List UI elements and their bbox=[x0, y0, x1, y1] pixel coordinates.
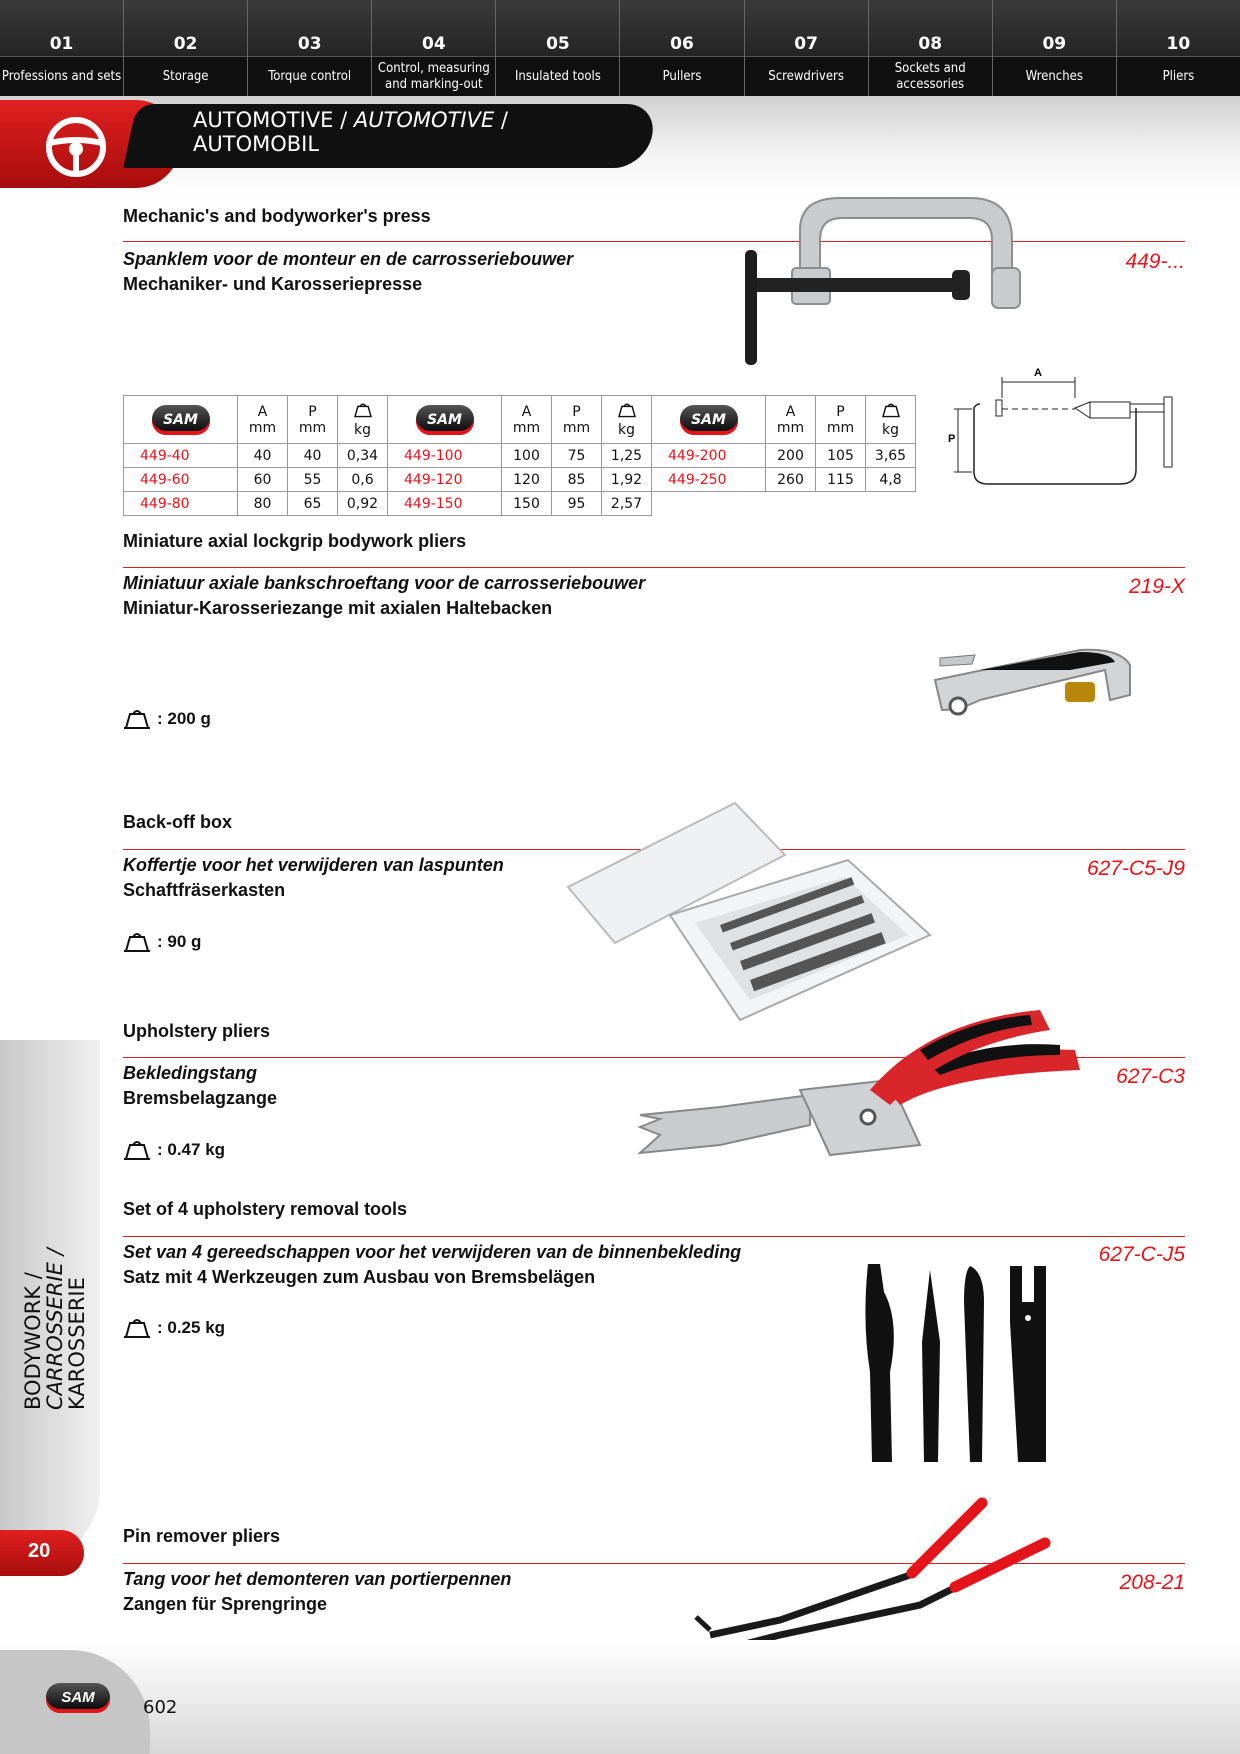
nav-label: Storage bbox=[124, 56, 247, 96]
nav-number: 02 bbox=[173, 34, 198, 54]
backoff-title-nl: Koffertje voor het verwijderen van laspunten bbox=[123, 855, 504, 875]
header-unit: mm bbox=[298, 419, 327, 436]
backoff-weight-value: : 90 g bbox=[157, 932, 202, 951]
cell-a: 100 bbox=[502, 444, 552, 468]
cell-p: 75 bbox=[552, 444, 602, 468]
nav-item-07[interactable] bbox=[744, 0, 868, 96]
backoff-box-image bbox=[560, 795, 940, 1025]
article-code: 449-150 bbox=[388, 492, 502, 516]
pin-title-de: Zangen für Sprengringe bbox=[123, 1594, 328, 1614]
weight-icon bbox=[123, 1139, 151, 1161]
upholstery-ref: 627-C3 bbox=[1116, 1065, 1185, 1088]
side-category-label bbox=[22, 1248, 88, 1410]
table-header-weight bbox=[866, 396, 916, 444]
cell-kg: 1,25 bbox=[602, 444, 652, 468]
nav-label: Pliers bbox=[1117, 56, 1240, 96]
table-header-logo bbox=[124, 396, 238, 444]
lockgrip-title-nl: Miniatuur axiale bankschroeftang voor de carrosseriebouwer bbox=[123, 573, 646, 593]
press-spec-table bbox=[123, 395, 916, 516]
table-row bbox=[124, 468, 916, 492]
page-tab-number: 20 bbox=[0, 1530, 84, 1576]
backoff-weight bbox=[123, 931, 201, 953]
nav-number: 08 bbox=[918, 34, 943, 54]
cell-p: 115 bbox=[816, 468, 866, 492]
cell-a: 150 bbox=[502, 492, 552, 516]
weight-icon bbox=[123, 708, 151, 730]
header-letter: A bbox=[785, 403, 796, 420]
table-header-a bbox=[766, 396, 816, 444]
cell-kg: 0,34 bbox=[338, 444, 388, 468]
press-title-de: Mechaniker- und Karosseriepresse bbox=[123, 274, 423, 294]
header-unit: mm bbox=[562, 419, 591, 436]
press-ref: 449-... bbox=[1125, 250, 1185, 273]
lockgrip-title-en: Miniature axial lockgrip bodywork pliers bbox=[123, 531, 467, 551]
table-row bbox=[124, 444, 916, 468]
upholstery-title-nl: Bekledingstang bbox=[123, 1063, 258, 1083]
article-code: 449-60 bbox=[124, 468, 238, 492]
cell-p: 105 bbox=[816, 444, 866, 468]
table-header-a bbox=[238, 396, 288, 444]
diagram-label-p: P bbox=[948, 433, 956, 445]
article-code: 449-40 bbox=[124, 444, 238, 468]
set4-divider bbox=[123, 1236, 1185, 1237]
page-title bbox=[193, 108, 508, 156]
lockgrip-title-de: Miniatur-Karosseriezange mit axialen Haltebacken bbox=[123, 598, 553, 618]
set4-title-de: Satz mit 4 Werkzeugen zum Ausbau von Bremsbelägen bbox=[123, 1267, 596, 1287]
nav-item-04[interactable] bbox=[371, 0, 495, 96]
side-label-en: BODYWORK / bbox=[21, 1272, 45, 1410]
header-unit: kg bbox=[354, 421, 371, 438]
page-number: 602 bbox=[143, 1697, 178, 1718]
lockgrip-weight-value: : 200 g bbox=[157, 709, 211, 728]
sam-logo: SAM bbox=[46, 1683, 110, 1713]
nav-number: 05 bbox=[546, 34, 570, 54]
nav-item-09[interactable] bbox=[992, 0, 1116, 96]
side-label-de: KAROSSERIE bbox=[65, 1277, 89, 1410]
upholstery-weight bbox=[123, 1139, 225, 1161]
set4-ref: 627-C-J5 bbox=[1098, 1243, 1185, 1266]
upholstery-title-en: Upholstery pliers bbox=[123, 1021, 271, 1041]
cell-kg: 4,8 bbox=[866, 468, 916, 492]
nav-label: Professions and sets bbox=[0, 56, 123, 96]
table-header-p bbox=[288, 396, 338, 444]
side-label-nl: CARROSSERIE / bbox=[43, 1248, 67, 1410]
nav-label: Control, measuring and marking-out bbox=[372, 56, 495, 96]
nav-item-01[interactable] bbox=[0, 0, 123, 96]
cell-a: 200 bbox=[766, 444, 816, 468]
header-letter: P bbox=[836, 403, 845, 420]
nav-item-02[interactable] bbox=[123, 0, 247, 96]
nav-number: 04 bbox=[421, 34, 446, 54]
steering-wheel-icon bbox=[44, 115, 108, 179]
pin-ref: 208-21 bbox=[1119, 1571, 1185, 1594]
weight-icon bbox=[616, 402, 638, 418]
cell-p: 95 bbox=[552, 492, 602, 516]
diagram-label-a: A bbox=[1034, 367, 1042, 379]
clamp-dimension-diagram bbox=[940, 362, 1180, 492]
nav-number: 10 bbox=[1166, 34, 1191, 54]
cell-p: 40 bbox=[288, 444, 338, 468]
title-nl: AUTOMOTIVE bbox=[353, 108, 495, 132]
nav-number: 09 bbox=[1042, 34, 1067, 54]
header-unit: kg bbox=[882, 421, 899, 438]
header-unit: mm bbox=[776, 419, 805, 436]
nav-item-08[interactable] bbox=[868, 0, 992, 96]
weight-icon bbox=[123, 1317, 151, 1339]
backoff-title-en: Back-off box bbox=[123, 812, 233, 832]
backoff-ref: 627-C5-J9 bbox=[1086, 857, 1185, 880]
cell-kg: 3,65 bbox=[866, 444, 916, 468]
nav-number: 01 bbox=[49, 34, 74, 54]
cell-kg: 0,92 bbox=[338, 492, 388, 516]
title-en: AUTOMOTIVE / bbox=[193, 108, 354, 132]
upholstery-weight-value: : 0.47 kg bbox=[157, 1140, 226, 1159]
lockgrip-pliers-image bbox=[920, 640, 1145, 740]
nav-number: 03 bbox=[297, 34, 322, 54]
nav-label: Screwdrivers bbox=[745, 56, 868, 96]
weight-icon bbox=[352, 402, 374, 418]
table-header-a bbox=[502, 396, 552, 444]
table-header-p bbox=[552, 396, 602, 444]
header-letter: P bbox=[308, 403, 317, 420]
press-title-nl: Spanklem voor de monteur en de carrosseriebouwer bbox=[123, 249, 574, 269]
backoff-title-de: Schaftfräserkasten bbox=[123, 880, 286, 900]
c-clamp-image bbox=[730, 190, 1030, 375]
set4-weight bbox=[123, 1317, 225, 1339]
header-letter: A bbox=[257, 403, 268, 420]
lockgrip-divider bbox=[123, 567, 1185, 568]
cell-a: 260 bbox=[766, 468, 816, 492]
press-title-en: Mechanic's and bodyworker's press bbox=[123, 206, 431, 226]
removal-tools-image bbox=[860, 1262, 1060, 1472]
nav-number: 06 bbox=[670, 34, 694, 54]
set4-title-nl: Set van 4 gereedschappen voor het verwijderen van de binnenbekleding bbox=[123, 1242, 742, 1262]
lockgrip-ref: 219-X bbox=[1128, 575, 1185, 598]
upholstery-title-de: Bremsbelagzange bbox=[123, 1088, 278, 1108]
cell-a: 60 bbox=[238, 468, 288, 492]
cell-a: 80 bbox=[238, 492, 288, 516]
nav-label: Insulated tools bbox=[496, 56, 619, 96]
table-row bbox=[124, 492, 916, 516]
cell-a: 40 bbox=[238, 444, 288, 468]
cell-kg: 0,6 bbox=[338, 468, 388, 492]
pin-title-en: Pin remover pliers bbox=[123, 1526, 281, 1546]
header-letter: A bbox=[521, 403, 532, 420]
table-header-row bbox=[124, 396, 916, 444]
title-sep: / bbox=[494, 108, 508, 132]
table-header-weight bbox=[338, 396, 388, 444]
cell-a: 120 bbox=[502, 468, 552, 492]
lockgrip-weight bbox=[123, 708, 211, 730]
nav-item-03[interactable] bbox=[247, 0, 371, 96]
set4-title-en: Set of 4 upholstery removal tools bbox=[123, 1199, 408, 1219]
header-unit: mm bbox=[248, 419, 277, 436]
nav-label: Wrenches bbox=[993, 56, 1116, 96]
header-unit: kg bbox=[618, 421, 635, 438]
set4-weight-value: : 0.25 kg bbox=[157, 1318, 226, 1337]
article-code: 449-250 bbox=[652, 468, 766, 492]
table-header-logo bbox=[652, 396, 766, 444]
cell-kg: 1,92 bbox=[602, 468, 652, 492]
cell-kg: 2,57 bbox=[602, 492, 652, 516]
header-letter: P bbox=[572, 403, 581, 420]
nav-label: Torque control bbox=[248, 56, 371, 96]
upholstery-pliers-image bbox=[630, 995, 1100, 1185]
header-unit: mm bbox=[826, 419, 855, 436]
weight-icon bbox=[880, 402, 902, 418]
footer bbox=[0, 1640, 1240, 1754]
nav-item-06[interactable] bbox=[619, 0, 743, 96]
table-header-logo bbox=[388, 396, 502, 444]
title-de: AUTOMOBIL bbox=[193, 132, 320, 156]
nav-label: Pullers bbox=[620, 56, 743, 96]
article-code: 449-200 bbox=[652, 444, 766, 468]
cell-p: 65 bbox=[288, 492, 338, 516]
sam-logo: SAM bbox=[152, 405, 210, 435]
article-code: 449-80 bbox=[124, 492, 238, 516]
table-header-weight bbox=[602, 396, 652, 444]
nav-label: Sockets and accessories bbox=[869, 56, 992, 96]
nav-item-10[interactable] bbox=[1116, 0, 1240, 96]
pin-title-nl: Tang voor het demonteren van portierpennen bbox=[123, 1569, 512, 1589]
weight-icon bbox=[123, 931, 151, 953]
article-code: 449-120 bbox=[388, 468, 502, 492]
sam-logo: SAM bbox=[680, 405, 738, 435]
top-navigation bbox=[0, 0, 1240, 96]
header-unit: mm bbox=[512, 419, 541, 436]
article-code: 449-100 bbox=[388, 444, 502, 468]
sam-logo: SAM bbox=[416, 405, 474, 435]
cell-p: 55 bbox=[288, 468, 338, 492]
nav-number: 07 bbox=[794, 34, 818, 54]
nav-item-05[interactable] bbox=[495, 0, 619, 96]
table-header-p bbox=[816, 396, 866, 444]
cell-p: 85 bbox=[552, 468, 602, 492]
